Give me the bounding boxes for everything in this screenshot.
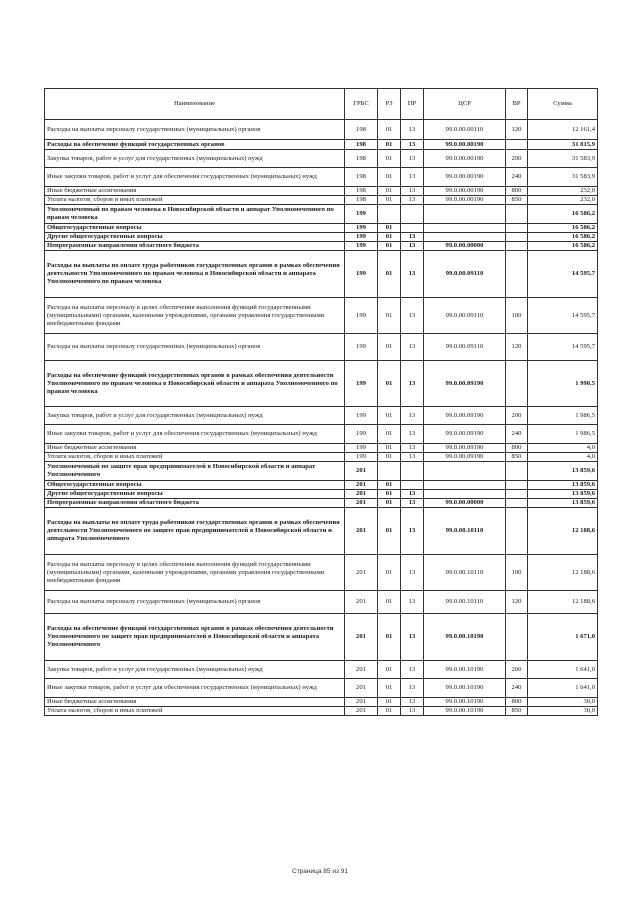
header-row — [45, 89, 598, 120]
table-row — [45, 150, 598, 168]
cell-vr — [506, 205, 528, 224]
cell-name: Другие общегосударственные вопросы — [45, 490, 345, 499]
cell-pr: 13 — [401, 453, 424, 462]
table-row — [45, 462, 598, 481]
cell-rz: 01 — [378, 298, 401, 334]
table-row — [45, 425, 598, 444]
cell-vr — [506, 251, 528, 298]
cell-name: Закупка товаров, работ и услуг для государственных (муниципальных) нужд — [45, 407, 345, 425]
cell-name: Непрограммные направления областного бюджета — [45, 242, 345, 251]
cell-csr: 99.0.00.00110 — [424, 120, 506, 140]
cell-sum: 31 583,9 — [528, 150, 598, 168]
cell-sum: 14 595,7 — [528, 298, 598, 334]
cell-pr: 13 — [401, 251, 424, 298]
table-row — [45, 614, 598, 661]
cell-grbs: 201 — [345, 490, 378, 499]
cell-csr: 99.0.00.00190 — [424, 187, 506, 196]
cell-csr — [424, 481, 506, 490]
cell-grbs: 198 — [345, 140, 378, 150]
cell-rz: 01 — [378, 196, 401, 205]
cell-pr: 13 — [401, 698, 424, 707]
cell-csr: 99.0.00.00190 — [424, 196, 506, 205]
cell-vr — [506, 481, 528, 490]
cell-pr — [401, 462, 424, 481]
cell-rz — [378, 462, 401, 481]
cell-vr: 800 — [506, 187, 528, 196]
cell-rz: 01 — [378, 591, 401, 614]
cell-csr: 99.0.00.00000 — [424, 242, 506, 251]
cell-sum: 12 188,6 — [528, 591, 598, 614]
table-row — [45, 168, 598, 187]
table-row — [45, 661, 598, 679]
cell-rz: 01 — [378, 698, 401, 707]
cell-sum: 232,0 — [528, 196, 598, 205]
cell-sum: 31 815,9 — [528, 140, 598, 150]
table-row — [45, 233, 598, 242]
cell-sum: 31 583,9 — [528, 168, 598, 187]
cell-grbs: 198 — [345, 150, 378, 168]
table-body — [45, 120, 598, 716]
table-row — [45, 298, 598, 334]
cell-rz: 01 — [378, 425, 401, 444]
cell-name: Расходы на выплаты персоналу в целях обеспечения выполнения функций государственными (муниципальными) органами, казенными учреждениями, органами управления государственными внебюджетными фондами — [45, 298, 345, 334]
header-rz: РЗ — [378, 89, 401, 120]
cell-grbs: 201 — [345, 499, 378, 508]
header-grbs: ГРБС — [345, 89, 378, 120]
cell-name: Расходы на обеспечение функций государственных органов в рамках обеспечения деятельности Уполномоченного по защите прав предпринимателей в Новосибирской области и аппарата Уполномоченного — [45, 614, 345, 661]
cell-csr: 99.0.00.09190 — [424, 453, 506, 462]
cell-name: Иные закупки товаров, работ и услуг для обеспечения государственных (муниципальных) нужд — [45, 425, 345, 444]
cell-vr: 120 — [506, 334, 528, 361]
cell-vr — [506, 140, 528, 150]
cell-grbs: 198 — [345, 187, 378, 196]
cell-rz: 01 — [378, 407, 401, 425]
cell-grbs: 201 — [345, 591, 378, 614]
cell-name: Уплата налогов, сборов и иных платежей — [45, 196, 345, 205]
table-row — [45, 453, 598, 462]
cell-name: Уплата налогов, сборов и иных платежей — [45, 453, 345, 462]
cell-pr: 13 — [401, 150, 424, 168]
cell-pr: 13 — [401, 508, 424, 555]
cell-pr — [401, 481, 424, 490]
cell-sum: 30,0 — [528, 698, 598, 707]
cell-pr: 13 — [401, 196, 424, 205]
table-row — [45, 224, 598, 233]
cell-name: Расходы на выплаты персоналу в целях обеспечения выполнения функций государственными (муниципальными) органами, казенными учреждениями, органами управления государственными внебюджетными фондами — [45, 555, 345, 591]
cell-name: Расходы на выплаты по оплате труда работников государственных органов в рамках обеспечения деятельности Уполномоченного по защите прав предпринимателей в Новосибирской области и аппарата Уполномоченного — [45, 508, 345, 555]
table-row — [45, 679, 598, 698]
cell-name: Иные бюджетные ассигнования — [45, 187, 345, 196]
cell-csr: 99.0.00.10190 — [424, 698, 506, 707]
cell-sum: 30,0 — [528, 707, 598, 716]
cell-rz: 01 — [378, 140, 401, 150]
header-pr: ПР — [401, 89, 424, 120]
cell-rz: 01 — [378, 453, 401, 462]
cell-pr: 13 — [401, 140, 424, 150]
cell-vr: 850 — [506, 196, 528, 205]
cell-rz: 01 — [378, 120, 401, 140]
cell-vr: 800 — [506, 698, 528, 707]
cell-rz: 01 — [378, 233, 401, 242]
cell-grbs: 199 — [345, 205, 378, 224]
cell-sum: 1 990,5 — [528, 361, 598, 407]
cell-sum: 16 586,2 — [528, 242, 598, 251]
cell-vr: 200 — [506, 407, 528, 425]
cell-pr: 13 — [401, 425, 424, 444]
cell-pr: 13 — [401, 242, 424, 251]
cell-sum: 232,0 — [528, 187, 598, 196]
cell-pr: 13 — [401, 591, 424, 614]
cell-pr: 13 — [401, 168, 424, 187]
cell-sum: 12 188,6 — [528, 555, 598, 591]
table-row — [45, 490, 598, 499]
cell-grbs: 199 — [345, 224, 378, 233]
cell-vr — [506, 462, 528, 481]
cell-grbs: 201 — [345, 698, 378, 707]
cell-rz: 01 — [378, 361, 401, 407]
cell-rz: 01 — [378, 555, 401, 591]
cell-csr: 99.0.00.09190 — [424, 425, 506, 444]
cell-csr — [424, 490, 506, 499]
cell-vr — [506, 224, 528, 233]
cell-sum: 16 586,2 — [528, 233, 598, 242]
cell-grbs: 201 — [345, 707, 378, 716]
cell-pr — [401, 224, 424, 233]
cell-csr — [424, 462, 506, 481]
cell-pr: 13 — [401, 407, 424, 425]
cell-grbs: 199 — [345, 298, 378, 334]
cell-rz — [378, 205, 401, 224]
cell-csr — [424, 205, 506, 224]
cell-vr — [506, 614, 528, 661]
cell-rz: 01 — [378, 614, 401, 661]
cell-pr: 13 — [401, 298, 424, 334]
table-row — [45, 205, 598, 224]
cell-grbs: 198 — [345, 120, 378, 140]
cell-grbs: 201 — [345, 555, 378, 591]
table-row — [45, 499, 598, 508]
cell-vr — [506, 242, 528, 251]
cell-sum: 1 986,5 — [528, 425, 598, 444]
cell-vr — [506, 490, 528, 499]
cell-sum: 1 641,0 — [528, 679, 598, 698]
cell-sum: 14 595,7 — [528, 251, 598, 298]
cell-name: Общегосударственные вопросы — [45, 224, 345, 233]
cell-grbs: 198 — [345, 168, 378, 187]
cell-name: Расходы на обеспечение функций государственных органов — [45, 140, 345, 150]
cell-sum: 1 641,0 — [528, 661, 598, 679]
cell-rz: 01 — [378, 444, 401, 453]
cell-csr: 99.0.00.00190 — [424, 150, 506, 168]
cell-csr: 99.0.00.09190 — [424, 361, 506, 407]
cell-name: Другие общегосударственные вопросы — [45, 233, 345, 242]
table-row — [45, 444, 598, 453]
cell-vr — [506, 233, 528, 242]
cell-csr: 99.0.00.10190 — [424, 614, 506, 661]
cell-name: Иные бюджетные ассигнования — [45, 698, 345, 707]
cell-rz: 01 — [378, 251, 401, 298]
table-row — [45, 508, 598, 555]
cell-grbs: 199 — [345, 334, 378, 361]
cell-name: Уполномоченный по защите прав предпринимателей в Новосибирской области и аппарат Уполномоченного — [45, 462, 345, 481]
cell-csr: 99.0.00.10190 — [424, 679, 506, 698]
table-row — [45, 698, 598, 707]
cell-pr: 13 — [401, 444, 424, 453]
cell-name: Закупка товаров, работ и услуг для государственных (муниципальных) нужд — [45, 150, 345, 168]
cell-sum: 16 586,2 — [528, 205, 598, 224]
cell-name: Иные бюджетные ассигнования — [45, 444, 345, 453]
cell-pr: 13 — [401, 233, 424, 242]
cell-vr: 240 — [506, 679, 528, 698]
cell-vr: 100 — [506, 298, 528, 334]
cell-pr: 13 — [401, 334, 424, 361]
header-name: Наименование — [45, 89, 345, 120]
cell-rz: 01 — [378, 508, 401, 555]
cell-grbs: 201 — [345, 508, 378, 555]
cell-pr: 13 — [401, 499, 424, 508]
cell-rz: 01 — [378, 499, 401, 508]
cell-vr: 100 — [506, 555, 528, 591]
cell-name: Расходы на обеспечение функций государственных органов в рамках обеспечения деятельности Уполномоченного по правам человека в Новосибирской области и аппарата Уполномоченного по правам человека — [45, 361, 345, 407]
cell-csr — [424, 233, 506, 242]
cell-grbs: 199 — [345, 407, 378, 425]
cell-grbs: 199 — [345, 242, 378, 251]
cell-rz: 01 — [378, 661, 401, 679]
cell-vr — [506, 499, 528, 508]
cell-rz: 01 — [378, 168, 401, 187]
cell-pr: 13 — [401, 120, 424, 140]
cell-csr: 99.0.00.09190 — [424, 444, 506, 453]
table-row — [45, 251, 598, 298]
cell-name: Непрограммные направления областного бюджета — [45, 499, 345, 508]
cell-csr: 99.0.00.10190 — [424, 707, 506, 716]
cell-vr: 120 — [506, 120, 528, 140]
cell-sum: 4,0 — [528, 453, 598, 462]
cell-grbs: 201 — [345, 614, 378, 661]
header-vr: ВР — [506, 89, 528, 120]
cell-name: Расходы на выплаты по оплате труда работников государственных органов в рамках обеспечения деятельности Уполномоченного по правам человека в Новосибирской области и аппарата Уполномоченного по правам человека — [45, 251, 345, 298]
cell-csr: 99.0.00.09110 — [424, 251, 506, 298]
cell-sum: 14 595,7 — [528, 334, 598, 361]
cell-csr: 99.0.00.09110 — [424, 334, 506, 361]
cell-grbs: 199 — [345, 425, 378, 444]
cell-name: Общегосударственные вопросы — [45, 481, 345, 490]
cell-name: Уплата налогов, сборов и иных платежей — [45, 707, 345, 716]
cell-grbs: 201 — [345, 462, 378, 481]
cell-grbs: 199 — [345, 453, 378, 462]
cell-name: Расходы на выплаты персоналу государственных (муниципальных) органов — [45, 591, 345, 614]
page-number: Страница 85 из 91 — [292, 868, 348, 875]
cell-grbs: 199 — [345, 361, 378, 407]
cell-csr: 99.0.00.00000 — [424, 499, 506, 508]
cell-vr: 800 — [506, 444, 528, 453]
cell-sum: 12 188,6 — [528, 508, 598, 555]
table-row — [45, 334, 598, 361]
cell-rz: 01 — [378, 187, 401, 196]
cell-rz: 01 — [378, 707, 401, 716]
cell-csr — [424, 224, 506, 233]
cell-sum: 13 859,6 — [528, 481, 598, 490]
table-row — [45, 591, 598, 614]
cell-sum: 13 859,6 — [528, 490, 598, 499]
cell-vr: 850 — [506, 707, 528, 716]
cell-rz: 01 — [378, 679, 401, 698]
cell-pr: 13 — [401, 707, 424, 716]
table-row — [45, 361, 598, 407]
cell-pr — [401, 205, 424, 224]
cell-csr: 99.0.00.10110 — [424, 508, 506, 555]
cell-csr: 99.0.00.10110 — [424, 591, 506, 614]
cell-sum: 4,0 — [528, 444, 598, 453]
cell-grbs: 201 — [345, 679, 378, 698]
cell-grbs: 201 — [345, 661, 378, 679]
cell-sum: 1 671,0 — [528, 614, 598, 661]
cell-vr: 850 — [506, 453, 528, 462]
cell-pr: 13 — [401, 361, 424, 407]
cell-rz: 01 — [378, 490, 401, 499]
cell-sum: 13 859,6 — [528, 499, 598, 508]
cell-pr: 13 — [401, 555, 424, 591]
cell-csr: 99.0.00.10190 — [424, 661, 506, 679]
cell-name: Уполномоченный по правам человека в Новосибирской области и аппарат Уполномоченного по правам человека — [45, 205, 345, 224]
cell-name: Закупка товаров, работ и услуг для государственных (муниципальных) нужд — [45, 661, 345, 679]
cell-pr: 13 — [401, 614, 424, 661]
cell-vr: 240 — [506, 168, 528, 187]
cell-csr: 99.0.00.09190 — [424, 407, 506, 425]
table-row — [45, 196, 598, 205]
cell-sum: 13 859,6 — [528, 462, 598, 481]
cell-pr: 13 — [401, 187, 424, 196]
cell-name: Расходы на выплаты персоналу государственных (муниципальных) органов — [45, 334, 345, 361]
table-row — [45, 481, 598, 490]
table-row — [45, 707, 598, 716]
cell-vr: 200 — [506, 661, 528, 679]
cell-vr: 120 — [506, 591, 528, 614]
cell-sum: 1 986,5 — [528, 407, 598, 425]
table-header — [45, 89, 598, 120]
cell-csr: 99.0.00.00190 — [424, 168, 506, 187]
cell-vr: 240 — [506, 425, 528, 444]
cell-rz: 01 — [378, 334, 401, 361]
cell-grbs: 199 — [345, 444, 378, 453]
cell-vr — [506, 361, 528, 407]
cell-pr: 13 — [401, 490, 424, 499]
cell-csr: 99.0.00.00190 — [424, 140, 506, 150]
table-row — [45, 120, 598, 140]
cell-rz: 01 — [378, 224, 401, 233]
header-sum: Сумма — [528, 89, 598, 120]
cell-pr: 13 — [401, 679, 424, 698]
cell-name: Расходы на выплаты персоналу государственных (муниципальных) органов — [45, 120, 345, 140]
cell-rz: 01 — [378, 150, 401, 168]
table-row — [45, 187, 598, 196]
cell-vr: 200 — [506, 150, 528, 168]
cell-rz: 01 — [378, 481, 401, 490]
cell-grbs: 199 — [345, 251, 378, 298]
budget-table — [44, 88, 598, 716]
header-csr: ЦСР — [424, 89, 506, 120]
table-row — [45, 407, 598, 425]
cell-csr: 99.0.00.10110 — [424, 555, 506, 591]
cell-name: Иные закупки товаров, работ и услуг для обеспечения государственных (муниципальных) нужд — [45, 168, 345, 187]
table-row — [45, 242, 598, 251]
cell-pr: 13 — [401, 661, 424, 679]
cell-sum: 12 161,4 — [528, 120, 598, 140]
cell-name: Иные закупки товаров, работ и услуг для обеспечения государственных (муниципальных) нужд — [45, 679, 345, 698]
cell-rz: 01 — [378, 242, 401, 251]
cell-vr — [506, 508, 528, 555]
cell-grbs: 199 — [345, 233, 378, 242]
cell-grbs: 201 — [345, 481, 378, 490]
table-row — [45, 555, 598, 591]
cell-grbs: 198 — [345, 196, 378, 205]
cell-csr: 99.0.00.09110 — [424, 298, 506, 334]
cell-sum: 16 586,2 — [528, 224, 598, 233]
table-row — [45, 140, 598, 150]
